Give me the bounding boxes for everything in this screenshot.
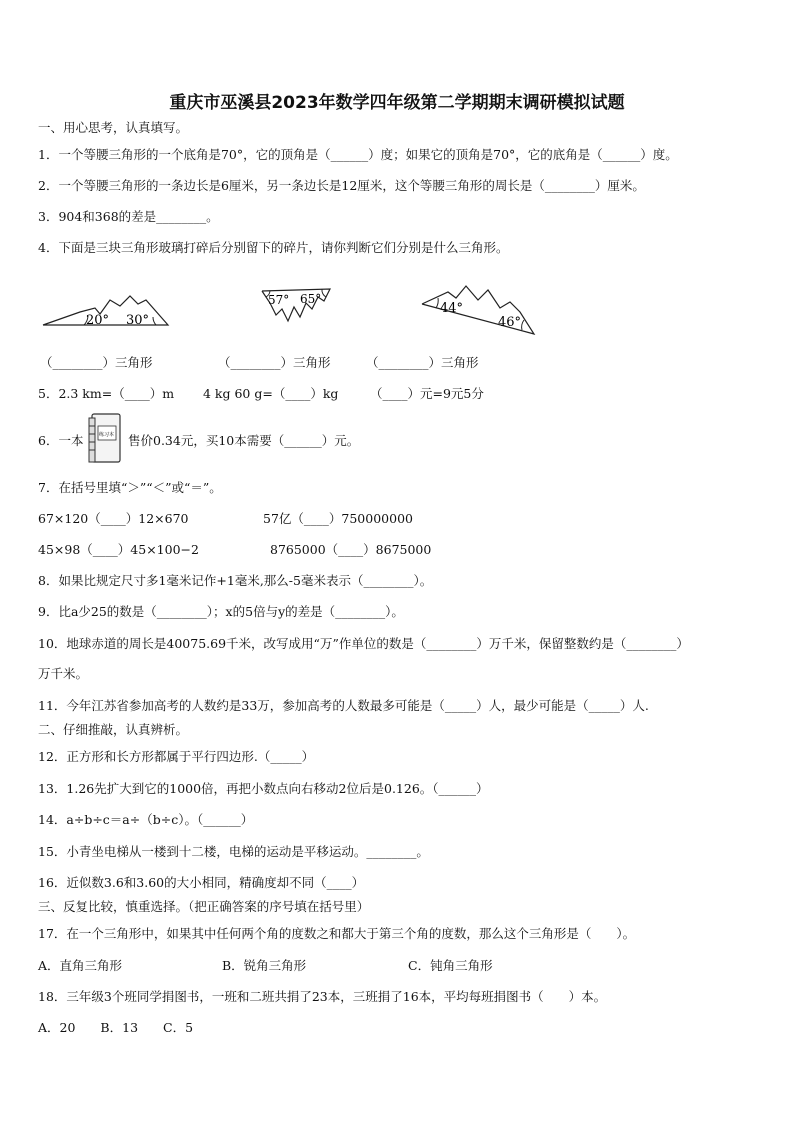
q4-answer-2: （________）三角形: [218, 355, 331, 370]
section-3-heading: 三、反复比较，慎重选择。（把正确答案的序号填在括号里）: [38, 899, 370, 914]
question-4: 4．下面是三块三角形玻璃打碎后分别留下的碎片，请你判断它们分别是什么三角形。: [38, 240, 509, 255]
question-9: 9．比a少25的数是（________）；x的5倍与y的差是（________）。: [38, 604, 404, 619]
question-3: 3．904和368的差是________。: [38, 209, 219, 224]
question-15: 15．小青坐电梯从一楼到十二楼，电梯的运动是平移运动。________。: [38, 844, 429, 859]
question-17: 17．在一个三角形中，如果其中任何两个角的度数之和都大于第三个角的度数，那么这个三角形是（ ）。: [38, 926, 636, 941]
notebook-icon: [86, 412, 124, 466]
question-11: 11．今年江苏省参加高考的人数约是33万，参加高考的人数最多可能是（_____）人，最少可能是（_____）人.: [38, 698, 649, 713]
question-16: 16．近似数3.6和3.60的大小相同，精确度却不同（____）: [38, 875, 365, 890]
question-6: 售价0.34元，买10本需要（______）元。: [128, 433, 360, 448]
q7-item-2: 57亿（____）750000000: [263, 511, 413, 526]
q17-option-a: A．直角三角形: [38, 958, 123, 973]
question-2: 2．一个等腰三角形的一条边长是6厘米，另一条边长是12厘米，这个等腰三角形的周长是（________）厘米。: [38, 178, 645, 193]
question-5c: （____）元=9元5分: [370, 386, 484, 401]
question-13: 13．1.26先扩大到它的1000倍，再把小数点向右移动2位后是0.126。（______）: [38, 781, 489, 796]
question-6-prefix: 6．一本: [38, 433, 84, 448]
question-18: 18．三年级3个班同学捐图书，一班和二班共捐了23本，三班捐了16本，平均每班捐图书（ ）本。: [38, 989, 607, 1004]
q7-item-4: 8765000（____）8675000: [270, 542, 432, 557]
q7-item-3: 45×98（____）45×100−2: [38, 542, 199, 557]
question-14: 14．a÷b÷c＝a÷（b÷c）。（______）: [38, 812, 254, 827]
triangle-fragment-a: [40, 292, 180, 332]
section-2-heading: 二、仔细推敲，认真辨析。: [38, 722, 189, 737]
angle-label: 20°: [86, 313, 110, 328]
q4-answer-1: （________）三角形: [40, 355, 153, 370]
angle-label: 30°: [126, 313, 150, 328]
question-10-cont: 万千米。: [38, 666, 89, 681]
q4-answer-3: （________）三角形: [366, 355, 479, 370]
section-1-heading: 一、用心思考，认真填写。: [38, 120, 189, 135]
question-5b: 4 kg 60 g=（____）kg: [203, 386, 339, 401]
angle-label: 44°: [440, 301, 464, 316]
question-7: 7．在括号里填“＞”“＜”或“＝”。: [38, 480, 222, 495]
question-12: 12．正方形和长方形都属于平行四边形.（_____）: [38, 749, 315, 764]
q17-option-b: B．锐角三角形: [222, 958, 307, 973]
question-8: 8．如果比规定尺寸多1毫米记作+1毫米,那么-5毫米表示（________）。: [38, 573, 433, 588]
question-1: 1．一个等腰三角形的一个底角是70°，它的顶角是（______）度；如果它的顶角是70°，它的底角是（______）度。: [38, 147, 678, 162]
notebook-label: 练习本: [99, 432, 115, 438]
triangle-fragment-c: [418, 280, 540, 338]
page-title: 重庆市巫溪县2023年数学四年级第二学期期末调研模拟试题: [169, 93, 625, 113]
question-10: 10．地球赤道的周长是40075.69千米，改写成用“万”作单位的数是（________）万千米，保留整数约是（________）: [38, 636, 689, 651]
q18-options: A．20 B．13 C．5: [38, 1020, 194, 1035]
q7-item-1: 67×120（____）12×670: [38, 511, 189, 526]
angle-label: 65°: [300, 292, 322, 306]
question-5a: 5．2.3 km=（____）m: [38, 386, 175, 401]
angle-label: 57°: [268, 293, 290, 307]
angle-label: 46°: [498, 315, 522, 330]
q17-option-c: C．钝角三角形: [408, 958, 493, 973]
triangle-fragment-b: [256, 285, 336, 325]
